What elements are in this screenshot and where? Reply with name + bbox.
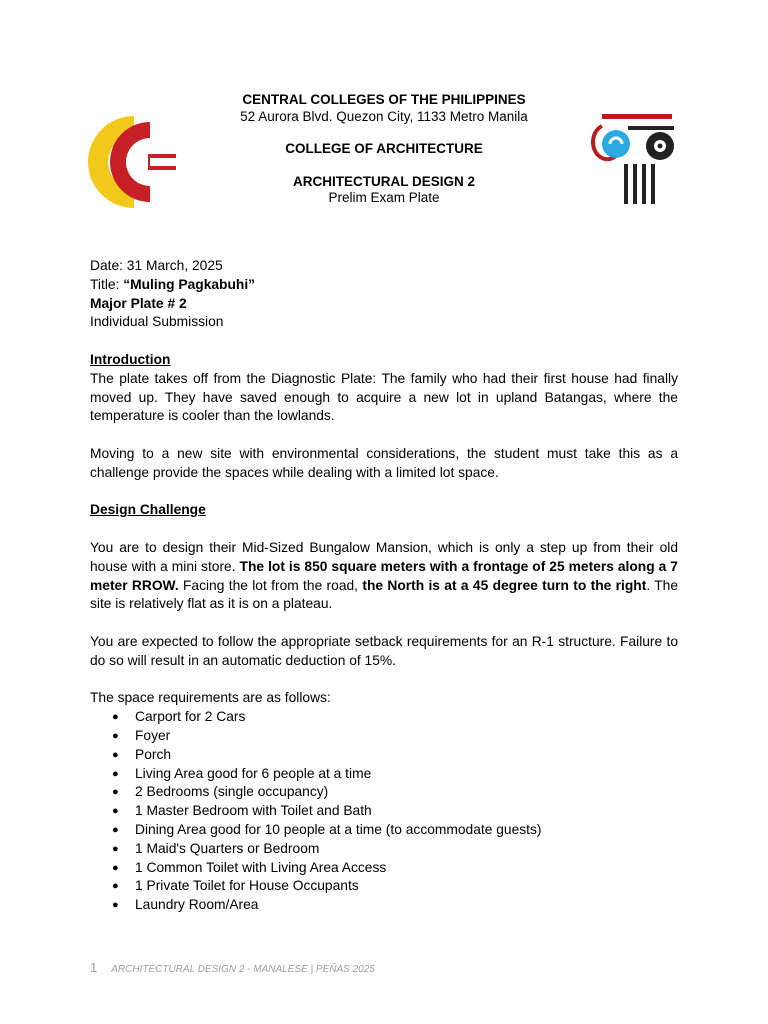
list-item: ● Laundry Room/Area [90,896,678,915]
dc-text-e: . The site is relatively flat as it is on a plateau. [90,577,678,612]
introduction-heading: Introduction [90,351,171,367]
design-challenge-paragraph-1 [90,539,678,614]
footer-text: ARCHITECTURAL DESIGN 2 - MANALESE | PEÑAS 2025 [111,964,375,975]
list-item: ● 1 Master Bedroom with Toilet and Bath [90,802,678,821]
design-challenge-paragraph-2: You are expected to follow the appropriate setback requirements for an R-1 structure. Failure to do so will result in an automatic deduction of 15%. [90,633,678,668]
plate-line: Major Plate # 2 [90,295,187,311]
dc-text-c: Facing the lot from the road, [178,577,363,593]
title-label: Title: [90,276,124,292]
title-line [90,276,678,295]
exam-name: Prelim Exam Plate [328,190,440,205]
document-body [90,257,678,915]
introduction-paragraph-1: The plate takes off from the Diagnostic Plate: The family who had their first house had finally moved up. They have saved enough to acquire a new lot in upland Batangas, where the temperature is cooler than the lowlands. [90,370,678,424]
dc-text-a: You are to design their Mid-Sized Bungalow Mansion, which is only a step up from their old house with a mini store. [90,539,678,574]
page-footer [90,960,375,975]
list-item: ● 1 Common Toilet with Living Area Access [90,859,678,878]
date-line: Date: 31 March, 2025 [90,258,223,273]
document-header [0,92,768,207]
design-challenge-heading: Design Challenge [90,502,206,518]
introduction-paragraph-2: Moving to a new site with environmental considerations, the student must take this as a challenge provide the spaces while dealing with a limited lot space. [90,445,678,480]
title-value: “Muling Pagkabuhi” [123,276,256,292]
school-name: CENTRAL COLLEGES OF THE PHILIPPINES [242,92,526,107]
list-item: ● Dining Area good for 10 people at a time (to accommodate guests) [90,821,678,840]
list-item: ● Porch [90,746,678,765]
list-item: ● Carport for 2 Cars [90,708,678,727]
requirements-list [90,708,678,915]
list-item: ● Living Area good for 6 people at a time [90,765,678,784]
list-item: ● Foyer [90,727,678,746]
dc-lot-details: The lot is 850 square meters with a frontage of 25 meters along a 7 meter RROW. [90,558,678,593]
requirements-intro: The space requirements are as follows: [90,690,331,706]
list-item: ● 2 Bedrooms (single occupancy) [90,783,678,802]
college-name: COLLEGE OF ARCHITECTURE [285,141,483,156]
page-number: 1 [90,960,98,975]
school-address: 52 Aurora Blvd. Quezon City, 1133 Metro Manila [240,108,528,124]
dc-north-orientation: the North is at a 45 degree turn to the right [362,577,647,593]
list-item: ● 1 Maid's Quarters or Bedroom [90,840,678,859]
submission-line: Individual Submission [90,314,224,330]
course-name: ARCHITECTURAL DESIGN 2 [292,173,475,189]
list-item: ● 1 Private Toilet for House Occupants [90,877,678,896]
